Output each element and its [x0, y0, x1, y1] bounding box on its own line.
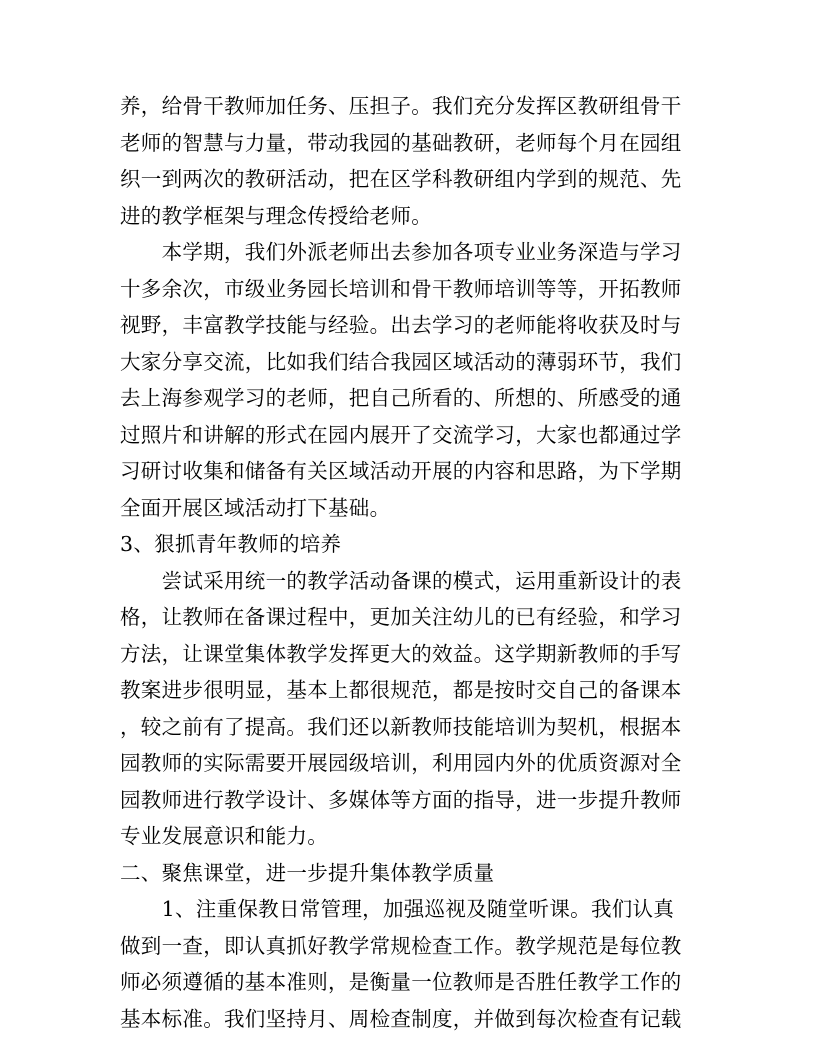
text-line: 格，让教师在备课过程中，更加关注幼儿的已有经验，和学习 [120, 605, 682, 629]
section-heading-youth-teachers [120, 526, 700, 563]
text-line: 习研讨收集和储备有关区域活动开展的内容和思路，为下学期 [120, 459, 682, 483]
text-line: 园教师的实际需要开展园级培训，利用园内外的优质资源对全 [120, 751, 682, 775]
section-heading-classroom-focus [120, 855, 700, 892]
text-line: 进的教学框架与理念传授给老师。 [120, 203, 432, 228]
text-line: 本学期，我们外派老师出去参加各项专业业务深造与学习 [120, 240, 682, 264]
text-line: 养，给骨干教师加任务、压担子。我们充分发挥区教研组骨干 [120, 94, 682, 118]
text-line: 尝试采用统一的教学活动备课的模式，运用重新设计的表 [120, 568, 682, 593]
text-line: 做到一查，即认真抓好教学常规检查工作。教学规范是每位教 [120, 933, 682, 958]
text-line: 师必须遵循的基本准则，是衡量一位教师是否胜任教学工作的 [120, 970, 682, 994]
heading-line: 二、聚焦课堂，进一步提升集体教学质量 [120, 860, 495, 885]
text-line: 基本标准。我们坚持月、周检查制度，并做到每次检查有记载 [120, 1006, 682, 1031]
text-line: 去上海参观学习的老师，把自己所看的、所想的、所感受的通 [120, 386, 682, 410]
text-line: 老师的智慧与力量，带动我园的基础教研，老师每个月在园组 [120, 130, 682, 155]
text-line: 视野，丰富教学技能与经验。出去学习的老师能将收获及时与 [120, 313, 682, 337]
paragraph-3 [120, 563, 700, 855]
text-line: 十多余次，市级业务园长培训和骨干教师培训等等，开拓教师 [120, 276, 682, 301]
text-line: 园教师进行教学设计、多媒体等方面的指导，进一步提升教师 [120, 787, 682, 812]
paragraph-2 [120, 234, 700, 526]
text-line: 大家分享交流，比如我们结合我园区域活动的薄弱环节，我们 [120, 349, 682, 374]
document-body [120, 88, 700, 1037]
text-line: 全面开展区域活动打下基础。 [120, 495, 391, 520]
text-line: 织一到两次的教研活动，把在区学科教研组内学到的规范、先 [120, 167, 682, 191]
text-line: 1、注重保教日常管理，加强巡视及随堂听课。我们认真 [120, 897, 675, 921]
heading-line: 3、狠抓青年教师的培养 [120, 532, 342, 556]
text-line: 方法，让课堂集体教学发挥更大的效益。这学期新教师的手写 [120, 641, 682, 666]
paragraph-4 [120, 891, 700, 1037]
text-line: 专业发展意识和能力。 [120, 824, 328, 848]
paragraph-1 [120, 88, 700, 234]
text-line: 教案进步很明显，基本上都很规范，都是按时交自己的备课本 [120, 678, 682, 702]
text-line: ，较之前有了提高。我们还以新教师技能培训为契机，根据本 [120, 714, 682, 739]
text-line: 过照片和讲解的形式在园内展开了交流学习，大家也都通过学 [120, 422, 682, 447]
